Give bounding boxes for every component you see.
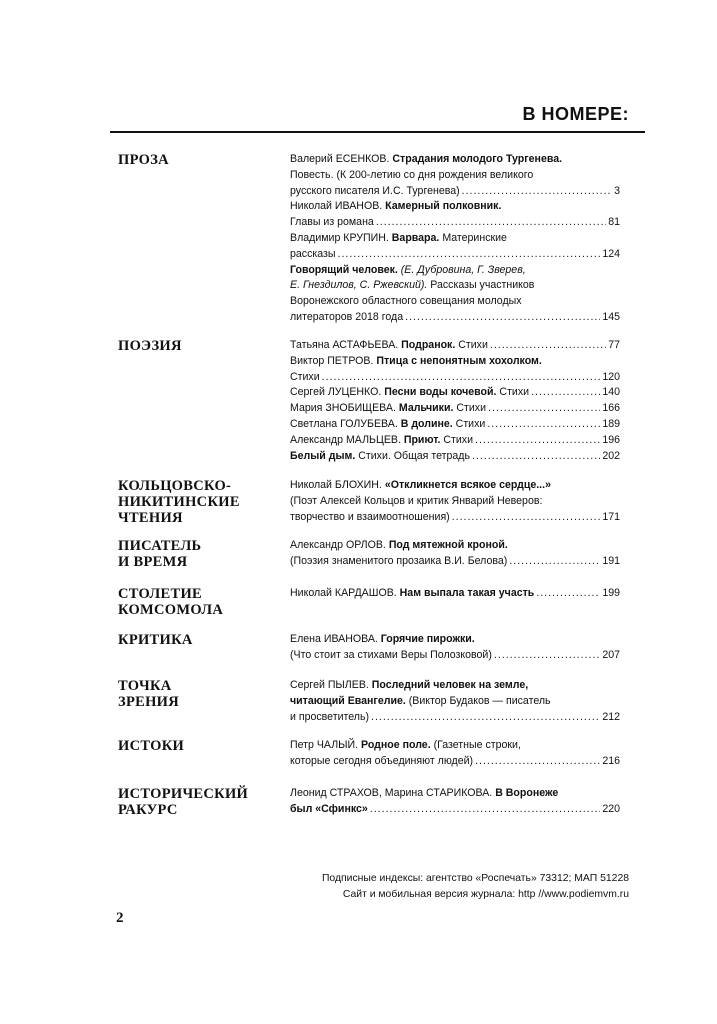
- section-heading-line: КОЛЬЦОВСКО-: [118, 478, 232, 494]
- entry-plain-text: Николай ИВАНОВ.: [290, 200, 386, 213]
- entry-text: [290, 168, 533, 184]
- entry-title-text: Мальчики.: [398, 402, 454, 415]
- entry-line: [290, 370, 620, 386]
- dot-leader: [371, 710, 600, 726]
- entry-text: [290, 370, 320, 386]
- dot-leader: [322, 370, 601, 386]
- entry-plain-text: Стихи: [455, 339, 488, 351]
- entry-text: [290, 786, 558, 802]
- entry-page-number: 199: [602, 587, 620, 599]
- entry-plain-text: Рассказы участников: [427, 279, 535, 292]
- entry-line: [290, 184, 620, 200]
- dot-leader: [494, 648, 600, 664]
- entry-plain-text: Стихи: [440, 433, 474, 446]
- entry-title-text: Подранок.: [401, 339, 456, 351]
- entry-text: [290, 586, 534, 602]
- section-entries: [290, 586, 620, 618]
- toc-section: [118, 738, 633, 770]
- entry-title-text: В Воронеже: [495, 787, 559, 799]
- entry-page-number: 212: [602, 710, 620, 723]
- section-heading-line: ЧТЕНИЯ: [118, 510, 183, 526]
- entry-plain-text: Мария ЗНОБИЩЕВА.: [290, 402, 399, 415]
- dot-leader: [531, 385, 600, 401]
- dot-leader: [452, 510, 601, 526]
- entry-plain-text: Главы из романа: [290, 216, 374, 229]
- entry-line: [290, 215, 620, 231]
- entry-text: [290, 802, 368, 818]
- entry-line: [290, 338, 620, 354]
- entry-line: [290, 648, 620, 664]
- section-heading: [118, 538, 290, 570]
- section-entries: [290, 632, 620, 664]
- section-heading-line: И ВРЕМЯ: [118, 554, 188, 570]
- entry-title-text: Под мятежной кроной.: [388, 539, 508, 551]
- dot-leader: [472, 449, 600, 465]
- entry-text: [290, 449, 470, 465]
- entry-title-text: Нам выпала такая участь: [399, 587, 535, 599]
- entry-page-number: 216: [602, 754, 620, 767]
- section-heading: [118, 586, 290, 618]
- entry-plain-text: Виктор ПЕТРОВ.: [290, 354, 377, 367]
- entry-text: [290, 433, 473, 449]
- entry-line: [290, 417, 620, 433]
- entry-title-text: Приют.: [403, 433, 441, 446]
- entry-line: [290, 538, 620, 554]
- entry-line: [290, 738, 620, 754]
- title-rule: [110, 131, 645, 133]
- section-heading-line: НИКИТИНСКИЕ: [118, 494, 240, 510]
- entry-page-number: 3: [614, 184, 620, 197]
- section-entries: [290, 678, 620, 725]
- dot-leader: [376, 215, 606, 231]
- toc-section: [118, 478, 633, 526]
- entry-page-number: 120: [602, 370, 620, 383]
- toc-section: [118, 538, 633, 570]
- toc-section: [118, 786, 633, 818]
- section-heading-line: ИСТОКИ: [118, 738, 185, 754]
- entry-page-number: 220: [602, 802, 620, 815]
- entry-text: [290, 478, 551, 494]
- entry-line: [290, 786, 620, 802]
- entry-text: [290, 199, 501, 215]
- entry-line: [290, 152, 620, 168]
- entry-plain-text: Е. Гнездилов, С. Ржевский).: [290, 279, 428, 292]
- entry-text: [290, 694, 551, 710]
- entry-line: [290, 694, 620, 710]
- entry-line: [290, 263, 620, 279]
- entry-text: [290, 247, 336, 263]
- entry-text: [290, 152, 562, 168]
- entry-plain-text: Повесть. (К 200-летию со дня рождения великого: [290, 168, 534, 181]
- entry-line: [290, 510, 620, 526]
- entry-title-text: Камерный полковник.: [385, 200, 502, 213]
- entry-plain-text: рассказы: [290, 247, 336, 260]
- entry-line: [290, 401, 620, 417]
- footer: [322, 871, 629, 902]
- entry-page-number: 189: [602, 417, 620, 430]
- entry-plain-text: Воронежского областного совещания молодых: [290, 295, 522, 308]
- entry-line: [290, 554, 620, 570]
- entry-plain-text: Сергей ЛУЦЕНКО.: [290, 386, 385, 399]
- page-title: В НОМЕРЕ:: [522, 104, 629, 124]
- dot-leader: [475, 433, 600, 449]
- entry-text: [290, 278, 534, 294]
- entry-plain-text: (Газетные строки,: [430, 739, 521, 751]
- section-heading: [118, 632, 290, 664]
- section-heading-line: СТОЛЕТИЕ: [118, 586, 203, 602]
- entry-line: [290, 247, 620, 263]
- dot-leader: [338, 247, 601, 263]
- section-entries: [290, 478, 620, 526]
- entry-title-text: был «Сфинкс»: [290, 802, 368, 815]
- entry-text: [290, 215, 374, 231]
- entry-text: [290, 385, 529, 401]
- entry-line: [290, 678, 620, 694]
- entry-page-number: 171: [602, 510, 620, 523]
- entry-page-number: 124: [602, 247, 620, 260]
- dot-leader: [475, 754, 600, 770]
- website-info: Сайт и мобильная версия журнала: http //www.podiemvm.ru: [342, 888, 629, 900]
- entry-text: [290, 310, 403, 326]
- entry-plain-text: которые сегодня объединяют людей): [290, 754, 474, 767]
- entry-line: [290, 478, 620, 494]
- dot-leader: [370, 802, 601, 818]
- section-entries: [290, 338, 620, 464]
- entry-line: [290, 385, 620, 401]
- entry-text: [290, 554, 507, 570]
- entry-text: [290, 338, 488, 354]
- section-heading: [118, 152, 290, 326]
- page-number: 2: [116, 910, 124, 926]
- entry-plain-text: Стихи. Общая тетрадь: [355, 449, 470, 462]
- entry-line: [290, 310, 620, 326]
- entry-title-text: Горячие пирожки.: [380, 633, 475, 645]
- entry-plain-text: Стихи: [496, 386, 530, 399]
- entry-line: [290, 168, 620, 184]
- section-heading-line: РАКУРС: [118, 802, 178, 818]
- section-heading-line: ПРОЗА: [118, 152, 169, 168]
- entry-title-text: Варвара.: [391, 231, 440, 244]
- entry-plain-text: русского писателя И.С. Тургенева): [290, 184, 460, 197]
- entry-plain-text: Татьяна АСТАФЬЕВА.: [290, 339, 402, 351]
- entry-text: [290, 401, 486, 417]
- entry-plain-text: Сергей ПЫЛЕВ.: [290, 679, 372, 691]
- entry-line: [290, 586, 620, 602]
- entry-text: [290, 263, 526, 279]
- entry-plain-text: Александр МАЛЬЦЕВ.: [290, 433, 404, 446]
- entry-line: [290, 199, 620, 215]
- entry-line: [290, 632, 620, 648]
- entry-line: [290, 231, 620, 247]
- entry-page-number: 191: [602, 554, 620, 567]
- dot-leader: [462, 184, 612, 200]
- entry-plain-text: (Виктор Будаков — писатель: [405, 694, 551, 707]
- entry-plain-text: (Что стоит за стихами Веры Полозковой): [290, 648, 492, 661]
- entry-title-text: Родное поле.: [361, 739, 431, 751]
- entry-page-number: 81: [608, 216, 620, 229]
- entry-line: [290, 294, 620, 310]
- entry-plain-text: Петр ЧАЛЫЙ.: [290, 739, 362, 751]
- section-heading-line: ЗРЕНИЯ: [118, 694, 180, 710]
- entry-plain-text: (Поэзия знаменитого прозаика В.И. Белова): [290, 554, 508, 567]
- entry-page-number: 145: [602, 310, 620, 323]
- entry-plain-text: Стихи: [453, 402, 487, 415]
- entry-text: [290, 510, 450, 526]
- entry-text: [290, 648, 492, 664]
- entry-title-text: Страдания молодого Тургенева.: [392, 153, 563, 165]
- entry-page-number: 140: [602, 386, 620, 399]
- toc-section: [118, 338, 633, 464]
- entry-page-number: 207: [602, 648, 620, 661]
- dot-leader: [405, 310, 600, 326]
- section-heading: [118, 678, 290, 725]
- toc-section: [118, 586, 633, 618]
- entry-title-text: Песни воды кочевой.: [384, 386, 497, 399]
- entry-plain-text: Стихи: [290, 370, 320, 383]
- entry-page-number: 196: [602, 433, 620, 446]
- dot-leader: [488, 401, 600, 417]
- section-heading: [118, 478, 290, 526]
- entry-plain-text: литераторов 2018 года: [290, 310, 404, 323]
- entry-line: [290, 278, 620, 294]
- entry-plain-text: и просветитель): [290, 710, 369, 723]
- entry-text: [290, 710, 369, 726]
- entry-title-text: читающий Евангелие.: [290, 694, 406, 707]
- entry-plain-text: Елена ИВАНОВА.: [290, 633, 381, 645]
- section-heading-line: ПОЭЗИЯ: [118, 338, 182, 354]
- entry-text: [290, 184, 460, 200]
- entry-text: [290, 678, 528, 694]
- entry-text: [290, 354, 542, 370]
- entry-title-text: «Откликнется всякое сердце...»: [384, 479, 551, 491]
- section-heading: [118, 738, 290, 770]
- entry-page-number: 77: [608, 339, 620, 351]
- dot-leader: [509, 554, 600, 570]
- entry-line: [290, 494, 620, 510]
- entry-text: [290, 538, 508, 554]
- entry-line: [290, 802, 620, 818]
- dot-leader: [487, 417, 600, 433]
- subscription-indexes: Подписные индексы: агентство «Роспечать» 73312; МАП 51228: [321, 873, 629, 884]
- section-heading-line: ТОЧКА: [118, 678, 172, 694]
- entry-page-number: 166: [602, 402, 620, 415]
- entry-title-text: Говорящий человек.: [290, 263, 398, 276]
- entry-plain-text: Николай КАРДАШОВ.: [290, 587, 400, 599]
- entry-line: [290, 710, 620, 726]
- entry-title-text: Последний человек на земле,: [371, 679, 529, 691]
- entry-line: [290, 354, 620, 370]
- entry-plain-text: (Поэт Алексей Кольцов и критик Январий Неверов:: [290, 494, 543, 507]
- entry-text: [290, 754, 473, 770]
- entry-plain-text: (Е. Дубровина, Г. Зверев,: [397, 263, 526, 276]
- toc-section: [118, 152, 633, 326]
- entry-text: [290, 738, 521, 754]
- entry-text: [290, 231, 507, 247]
- section-heading-line: ПИСАТЕЛЬ: [118, 538, 202, 554]
- section-heading: [118, 786, 290, 818]
- entry-page-number: 202: [602, 449, 620, 462]
- entry-text: [290, 632, 475, 648]
- entry-plain-text: Валерий ЕСЕНКОВ.: [290, 153, 393, 165]
- section-heading-line: КОМСОМОЛА: [118, 602, 224, 618]
- section-entries: [290, 738, 620, 770]
- section-heading: [118, 338, 290, 464]
- entry-text: [290, 494, 542, 510]
- entry-plain-text: Светлана ГОЛУБЕВА.: [290, 417, 401, 430]
- section-entries: [290, 786, 620, 818]
- section-heading-line: КРИТИКА: [118, 632, 193, 648]
- entry-title-text: В долине.: [400, 417, 453, 430]
- entry-text: [290, 417, 485, 433]
- entry-plain-text: Владимир КРУПИН.: [290, 231, 392, 244]
- dot-leader: [490, 338, 606, 354]
- entry-plain-text: Николай БЛОХИН.: [290, 479, 385, 491]
- entry-line: [290, 449, 620, 465]
- entry-plain-text: Стихи: [452, 417, 486, 430]
- section-heading-line: ИСТОРИЧЕСКИЙ: [118, 786, 249, 802]
- entry-line: [290, 433, 620, 449]
- entry-title-text: Белый дым.: [290, 449, 356, 462]
- entry-line: [290, 754, 620, 770]
- toc-section: [118, 632, 633, 664]
- entry-plain-text: творчество и взаимоотношения): [290, 510, 450, 523]
- dot-leader: [536, 586, 600, 602]
- toc-section: [118, 678, 633, 725]
- entry-title-text: Птица с непонятным хохолком.: [376, 354, 542, 367]
- entry-text: [290, 294, 522, 310]
- section-entries: [290, 538, 620, 570]
- section-entries: [290, 152, 620, 326]
- entry-plain-text: Материнские: [439, 231, 507, 244]
- entry-plain-text: Александр ОРЛОВ.: [290, 539, 389, 551]
- entry-plain-text: Леонид СТРАХОВ, Марина СТАРИКОВА.: [290, 787, 496, 799]
